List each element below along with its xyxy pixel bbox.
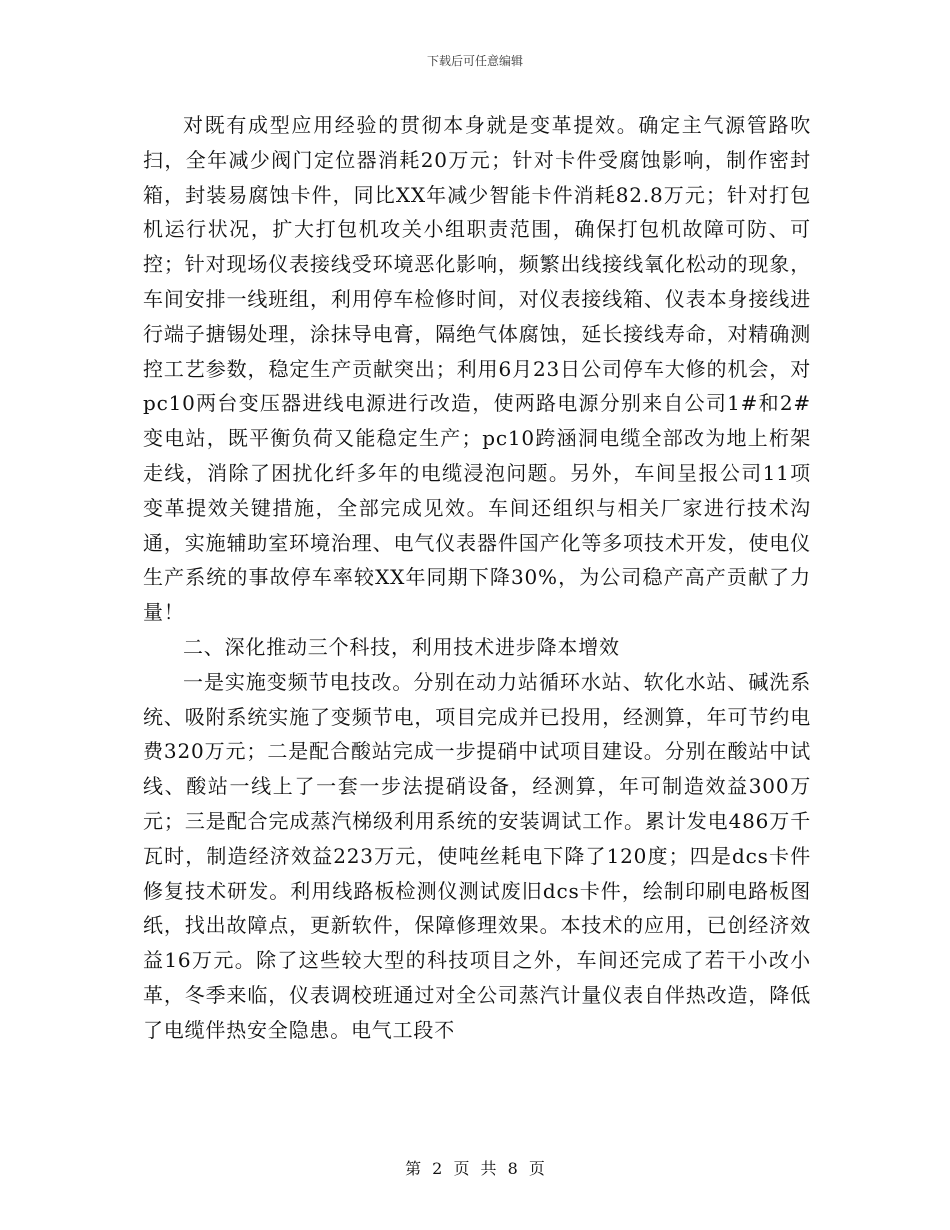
document-body — [143, 108, 811, 1048]
page-footer: 第 2 页 共 8 页 — [405, 1159, 545, 1178]
body-paragraph: 对既有成型应用经验的贯彻本身就是变革提效。确定主气源管路吹扫，全年减少阀门定位器消耗20万元；针对卡件受腐蚀影响，制作密封箱，封装易腐蚀卡件，同比XX年减少智能卡件消耗82.8万元；针对打包机运行状况，扩大打包机攻关小组职责范围，确保打包机故障可防、可控；针对现场仪表接线受环境恶化影响，频繁出线接线氧化松动的现象，车间安排一线班组，利用停车检修时间，对仪表接线箱、仪表本身接线进行端子搪锡处理，涂抹导电膏，隔绝气体腐蚀，延长接线寿命，对精确测控工艺参数，稳定生产贡献突出；利用6月23日公司停车大修的机会，对pc10两台变压器进线电源进行改造，使两路电源分别来自公司1#和2#变电站，既平衡负荷又能稳定生产；pc10跨涵洞电缆全部改为地上桁架走线，消除了困扰化纤多年的电缆浸泡问题。另外，车间呈报公司11项变革提效关键措施，全部完成见效。车间还组织与相关厂家进行技术沟通，实施辅助室环境治理、电气仪表器件国产化等多项技术开发，使电仪生产系统的事故停车率较XX年同期下降30%，为公司稳产高产贡献了力量！ — [143, 113, 811, 625]
page-header: 下载后可任意编辑 — [426, 54, 523, 68]
section-heading: 二、深化推动三个科技，利用技术进步降本增效 — [183, 634, 620, 659]
body-paragraph: 一是实施变频节电技改。分别在动力站循环水站、软化水站、碱洗系统、吸附系统实施了变频节电，项目完成并已投用，经测算，年可节约电费320万元；二是配合酸站完成一步提硝中试项目建设。分别在酸站中试线、酸站一线上了一套一步法提硝设备，经测算，年可制造效益300万元；三是配合完成蒸汽梯级利用系统的安装调试工作。累计发电486万千瓦时，制造经济效益223万元，使吨丝耗电下降了120度；四是dcs卡件修复技术研发。利用线路板检测仪测试废旧dcs卡件，绘制印刷电路板图纸，找出故障点，更新软件，保障修理效果。本技术的应用，已创经济效益16万元。除了这些较大型的科技项目之外，车间还完成了若干小改小革，冬季来临，仪表调校班通过对全公司蒸汽计量仪表自伴热改造，降低了电缆伴热安全隐患。电气工段不 — [143, 669, 811, 1042]
